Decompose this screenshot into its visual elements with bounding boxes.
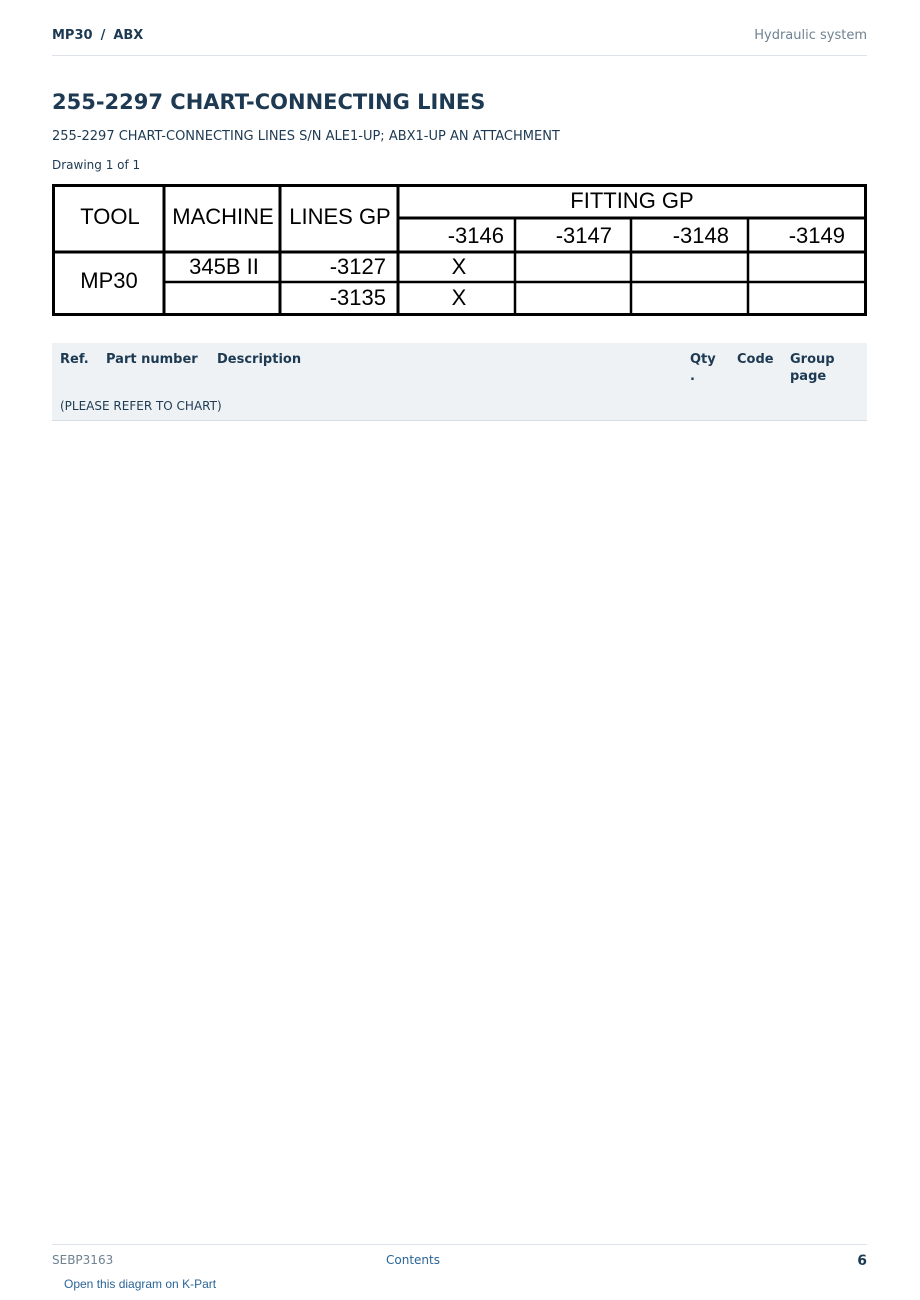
parts-header-description: Description [217, 352, 302, 367]
chart-drawing [52, 184, 867, 316]
footer-divider [52, 1244, 867, 1245]
parts-header-group-page: Group page [790, 352, 835, 384]
contents-link[interactable]: Contents [386, 1253, 440, 1267]
breadcrumb [52, 28, 143, 43]
chart-row1-mark-1: X [451, 254, 467, 279]
drawing-counter: Drawing 1 of 1 [52, 158, 141, 172]
chart-fitting-col-3: -3148 [672, 223, 729, 248]
chart-tool-value: MP30 [80, 268, 138, 293]
chart-row2-mark-1: X [451, 285, 467, 310]
chart-row1-lines-gp: -3127 [329, 254, 386, 279]
document-id: SEBP3163 [52, 1253, 114, 1267]
breadcrumb-prefix: ABX [113, 28, 144, 43]
parts-table-note: (PLEASE REFER TO CHART) [60, 399, 222, 413]
chart-fitting-col-2: -3147 [555, 223, 612, 248]
page-header [52, 28, 867, 56]
open-in-kpart-link[interactable]: Open this diagram on K-Part [64, 1277, 217, 1291]
chart-header-machine: MACHINE [172, 204, 274, 229]
chart-fitting-col-1: -3146 [447, 223, 504, 248]
parts-header-qty: Qty . [690, 352, 716, 384]
parts-table [52, 343, 867, 421]
chart-header-fitting-gp: FITTING GP [570, 188, 694, 213]
breadcrumb-separator: / [100, 28, 106, 43]
chart-row1-machine: 345B II [189, 254, 259, 279]
parts-header-ref: Ref. [60, 352, 89, 367]
connecting-lines-chart [52, 184, 867, 316]
parts-header-part-number: Part number [106, 352, 198, 367]
page-number: 6 [857, 1253, 867, 1269]
chart-header-lines-gp: LINES GP [289, 204, 391, 229]
breadcrumb-model: MP30 [52, 28, 93, 43]
chart-row2-lines-gp: -3135 [329, 285, 386, 310]
chart-header-tool: TOOL [80, 204, 140, 229]
section-label: Hydraulic system [754, 28, 867, 43]
page-title: 255-2297 CHART-CONNECTING LINES [52, 90, 486, 114]
parts-header-code: Code [737, 352, 774, 367]
page-subtitle: 255-2297 CHART-CONNECTING LINES S/N ALE1-UP; ABX1-UP AN ATTACHMENT [52, 129, 560, 144]
chart-fitting-col-4: -3149 [788, 223, 845, 248]
